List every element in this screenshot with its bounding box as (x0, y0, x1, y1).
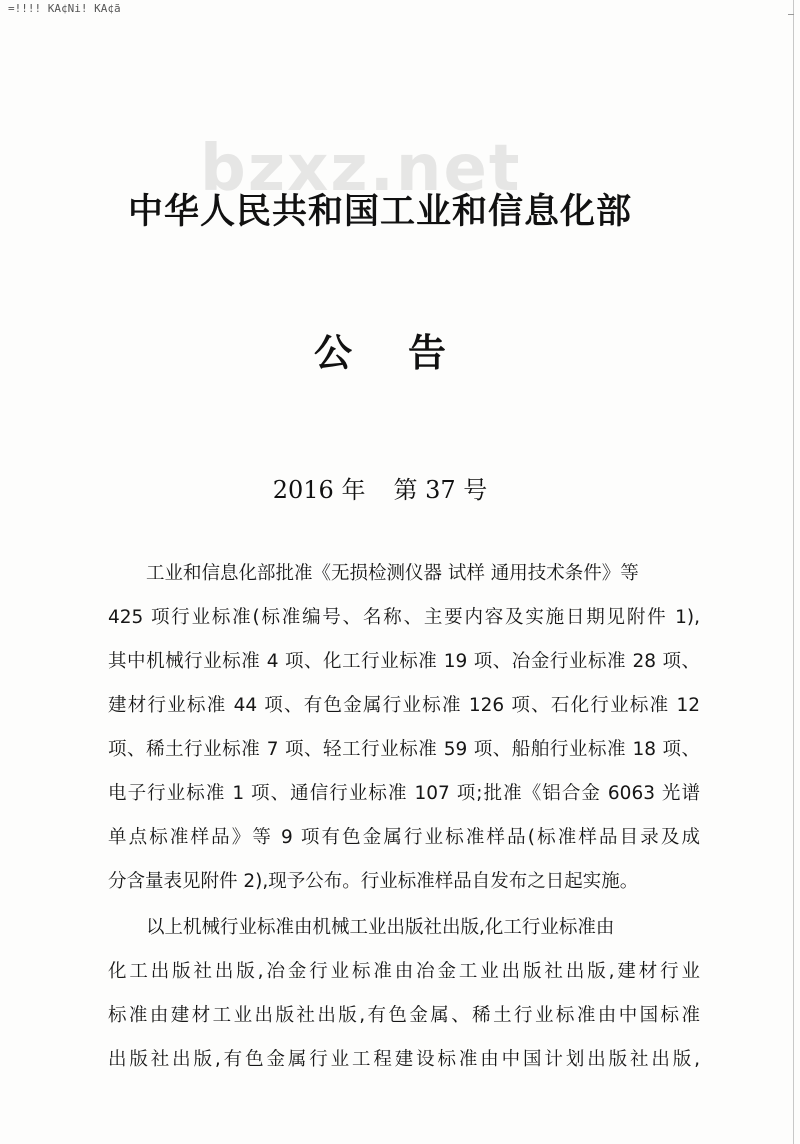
announcement-heading: 公告 (313, 331, 502, 375)
scan-header-marker: =!!!! KA¢Ni! KA¢ã (8, 2, 121, 15)
paragraph-1-line-6: 电子行业标准 1 项、通信行业标准 107 项;批准《铝合金 6063 光谱 (108, 783, 700, 804)
issue-no: 第 37 号 (393, 476, 488, 504)
page-title: 中华人民共和国工业和信息化部 (127, 192, 632, 232)
paragraph-1-line-1: 工业和信息化部批准《无损检测仪器 试样 通用技术条件》等 (146, 563, 639, 584)
paragraph-2-line-4: 出版社出版,有色金属行业工程建设标准由中国计划出版社出版, (108, 1049, 700, 1070)
paragraph-1-line-7: 单点标准样品》等 9 项有色金属行业标准样品(标准样品目录及成 (108, 827, 700, 848)
issue-number (0, 470, 760, 505)
paragraph-1-line-2: 425 项行业标准(标准编号、名称、主要内容及实施日期见附件 1), (108, 607, 700, 628)
paragraph-2-line-1: 以上机械行业标准由机械工业出版社出版,化工行业标准由 (146, 917, 615, 938)
watermark: bzxz.net (200, 132, 522, 206)
paragraph-1-line-8: 分含量表见附件 2),现予公布。行业标准样品自发布之日起实施。 (108, 871, 639, 892)
paragraph-1-line-3: 其中机械行业标准 4 项、化工行业标准 19 项、冶金行业标准 28 项、 (108, 651, 700, 672)
page-edge-line (793, 0, 794, 1144)
issue-year: 2016 年 (272, 476, 366, 504)
paragraph-1-line-4: 建材行业标准 44 项、有色金属行业标准 126 项、石化行业标准 12 (108, 695, 700, 716)
paragraph-2-line-2: 化工出版社出版,冶金行业标准由冶金工业出版社出版,建材行业 (108, 961, 700, 982)
paragraph-2-line-3: 标准由建材工业出版社出版,有色金属、稀土行业标准由中国标准 (108, 1005, 700, 1026)
page-corner-mark (788, 14, 794, 15)
paragraph-1-line-5: 项、稀土行业标准 7 项、轻工行业标准 59 项、船舶行业标准 18 项、 (108, 739, 700, 760)
